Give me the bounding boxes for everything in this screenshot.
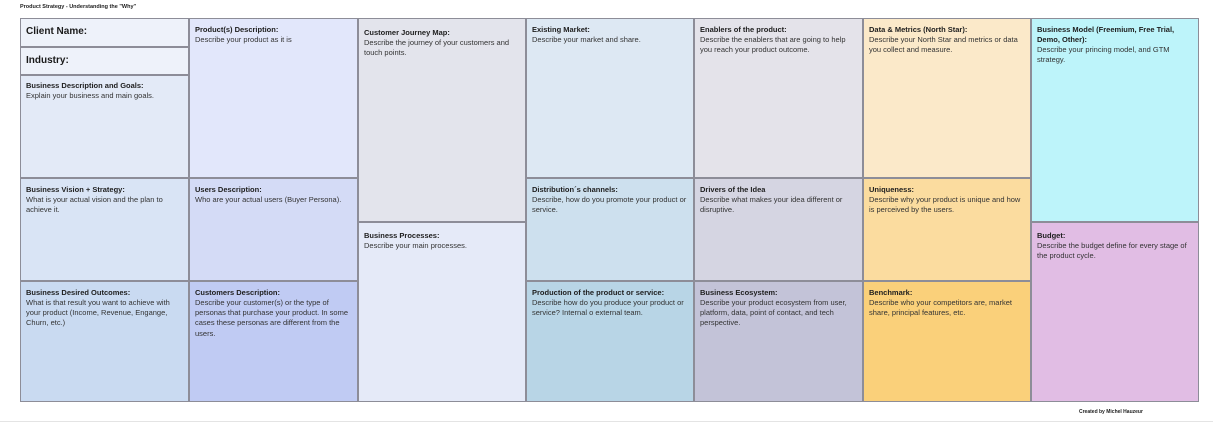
- data-metrics-card[interactable]: [863, 18, 1031, 178]
- existing-market-card[interactable]: [526, 18, 694, 178]
- business-description-title: Business Description and Goals:: [26, 81, 144, 90]
- budget-desc: Describe the budget define for every stage of the product cycle.: [1037, 240, 1187, 261]
- industry-card[interactable]: [20, 47, 189, 75]
- data-metrics-desc: Describe your North Star and metrics or data you collect and measure.: [869, 34, 1018, 55]
- production-title: Production of the product or service:: [532, 288, 665, 297]
- ecosystem-card[interactable]: [694, 281, 863, 402]
- business-description-card[interactable]: [20, 75, 189, 178]
- business-processes-card[interactable]: [358, 222, 526, 402]
- users-description-card[interactable]: [189, 178, 358, 281]
- budget-card[interactable]: [1031, 222, 1199, 402]
- distribution-channels-card[interactable]: [526, 178, 694, 281]
- business-model-desc: Describe your princing model, and GTM strategy.: [1037, 44, 1170, 64]
- production-desc: Describe how do you produce your product or service? Internal o external team.: [532, 297, 684, 318]
- business-vision-title: Business Vision + Strategy:: [26, 185, 125, 194]
- page-title: Product Strategy - Understanding the "Why": [20, 4, 137, 10]
- uniqueness-card[interactable]: [863, 178, 1031, 281]
- business-processes-title: Business Processes:: [364, 231, 440, 240]
- customers-description-card[interactable]: [189, 281, 358, 402]
- users-description-title: Users Description:: [195, 185, 262, 194]
- business-model-card[interactable]: [1031, 18, 1199, 222]
- customers-description-title: Customers Description:: [195, 288, 281, 297]
- business-outcomes-desc: What is that result you want to achieve with your product (Income, Revenue, Engange, Churn, etc.): [26, 297, 170, 328]
- enablers-desc: Describe the enablers that are going to help you reach your product outcome.: [700, 34, 846, 55]
- business-processes-desc: Describe your main processes.: [364, 240, 467, 250]
- distribution-channels-title: Distribution´s channels:: [532, 185, 618, 194]
- client-name-label: Client Name:: [26, 26, 88, 37]
- business-outcomes-title: Business Desired Outcomes:: [26, 288, 131, 297]
- customer-journey-title: Customer Journey Map:: [364, 28, 450, 37]
- enablers-card[interactable]: [694, 18, 863, 178]
- data-metrics-title: Data & Metrics (North Star):: [869, 25, 968, 34]
- existing-market-title: Existing Market:: [532, 25, 590, 34]
- product-description-card[interactable]: [189, 18, 358, 178]
- bottom-divider: [0, 421, 1213, 422]
- customer-journey-card[interactable]: [358, 18, 526, 222]
- benchmark-card[interactable]: [863, 281, 1031, 402]
- industry-label: Industry:: [26, 55, 69, 66]
- client-name-card[interactable]: [20, 18, 189, 47]
- uniqueness-desc: Describe why your product is unique and how is perceived by the users.: [869, 194, 1021, 215]
- customer-journey-desc: Describe the journey of your customers and touch points.: [364, 37, 510, 58]
- customers-description-desc: Describe your customer(s) or the type of personas that purchase your product. In some cases these personas are different from the users.: [195, 297, 349, 338]
- ecosystem-desc: Describe your product ecosystem from user, platform, data, point of contact, and tech perspective.: [700, 297, 847, 328]
- business-description-desc: Explain your business and main goals.: [26, 90, 154, 100]
- product-description-title: Product(s) Description:: [195, 25, 279, 34]
- benchmark-desc: Describe who your competitors are, market share, principal features, etc.: [869, 297, 1012, 318]
- drivers-title: Drivers of the Idea: [700, 185, 766, 194]
- business-model-title: Business Model (Freemium, Free Trial, Demo, Other):: [1037, 25, 1175, 44]
- budget-title: Budget:: [1037, 231, 1066, 240]
- uniqueness-title: Uniqueness:: [869, 185, 915, 194]
- production-card[interactable]: [526, 281, 694, 402]
- benchmark-title: Benchmark:: [869, 288, 913, 297]
- ecosystem-title: Business Ecosystem:: [700, 288, 778, 297]
- drivers-card[interactable]: [694, 178, 863, 281]
- enablers-title: Enablers of the product:: [700, 25, 787, 34]
- users-description-desc: Who are your actual users (Buyer Persona).: [195, 194, 342, 204]
- footer-credit: Created by Michel Hauzeur: [1079, 409, 1143, 415]
- business-vision-desc: What is your actual vision and the plan to achieve it.: [26, 194, 163, 215]
- drivers-desc: Describe what makes your idea different or disruptive.: [700, 194, 843, 215]
- existing-market-desc: Describe your market and share.: [532, 34, 641, 44]
- product-description-desc: Describe your product as it is: [195, 34, 292, 44]
- business-outcomes-card[interactable]: [20, 281, 189, 402]
- business-vision-card[interactable]: [20, 178, 189, 281]
- distribution-channels-desc: Describe, how do you promote your product or service.: [532, 194, 687, 215]
